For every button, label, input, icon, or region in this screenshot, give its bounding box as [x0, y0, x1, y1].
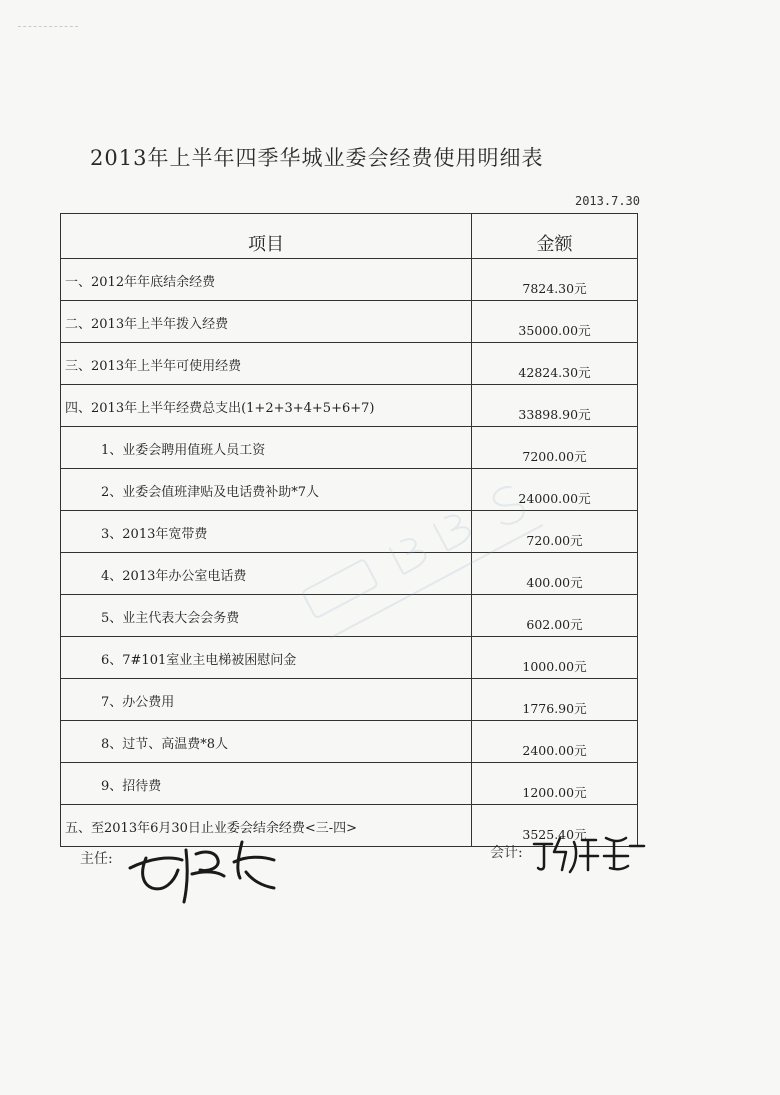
row-amount: 7824.30元: [522, 281, 587, 296]
row-amount: 720.00元: [526, 533, 583, 548]
row-amount: 7200.00元: [522, 449, 587, 464]
row-amount: 1776.90元: [522, 701, 587, 716]
row-item: 二、2013年上半年拨入经费: [61, 301, 472, 342]
row-amount: 1000.00元: [522, 659, 587, 674]
document-date: 2013.7.30: [574, 194, 640, 208]
table-row: [61, 679, 637, 721]
row-amount: 2400.00元: [522, 743, 587, 758]
table-row: [61, 637, 637, 679]
table-row: [61, 511, 637, 553]
table-row: [61, 763, 637, 805]
table-row: [61, 259, 637, 301]
table-row: [61, 427, 637, 469]
table-row: [61, 553, 637, 595]
row-item: 5、业主代表大会会务费: [61, 595, 472, 636]
row-amount: 602.00元: [526, 617, 583, 632]
accountant-signature: [530, 826, 650, 886]
row-item: 五、至2013年6月30日止业委会结余经费<三-四>: [61, 805, 472, 846]
row-item: 8、过节、高温费*8人: [61, 721, 472, 762]
row-amount: 1200.00元: [522, 785, 587, 800]
row-amount: 3525.40元: [522, 827, 587, 842]
row-item: 一、2012年年底结余经费: [61, 259, 472, 300]
table-row: [61, 721, 637, 763]
header-amount: 金额: [536, 234, 573, 255]
table-row: [61, 469, 637, 511]
scan-mark: [18, 26, 78, 31]
accountant-label: 会计:: [490, 845, 523, 861]
row-amount: 24000.00元: [518, 491, 591, 506]
row-amount: 400.00元: [526, 575, 583, 590]
table-row: [61, 595, 637, 637]
expense-table: [60, 213, 638, 847]
row-item: 3、2013年宽带费: [61, 511, 472, 552]
row-amount: 33898.90元: [518, 407, 591, 422]
table-header: [61, 214, 637, 259]
page-title: 2013年上半年四季华城业委会经费使用明细表: [90, 146, 544, 170]
row-item: 1、业委会聘用值班人员工资: [61, 427, 472, 468]
row-amount: 35000.00元: [518, 323, 591, 338]
row-item: 2、业委会值班津贴及电话费补助*7人: [61, 469, 472, 510]
row-amount: 42824.30元: [518, 365, 591, 380]
row-item: 4、2013年办公室电话费: [61, 553, 472, 594]
row-item: 7、办公费用: [61, 679, 472, 720]
header-item: 项目: [61, 214, 472, 258]
director-label: 主任:: [80, 851, 113, 867]
row-item: 6、7#101室业主电梯被困慰问金: [61, 637, 472, 678]
table-row: [61, 385, 637, 427]
director-signature: [122, 828, 292, 908]
row-item: 三、2013年上半年可使用经费: [61, 343, 472, 384]
table-row: [61, 301, 637, 343]
row-item: 四、2013年上半年经费总支出(1+2+3+4+5+6+7): [61, 385, 472, 426]
row-item: 9、招待费: [61, 763, 472, 804]
table-row: [61, 343, 637, 385]
